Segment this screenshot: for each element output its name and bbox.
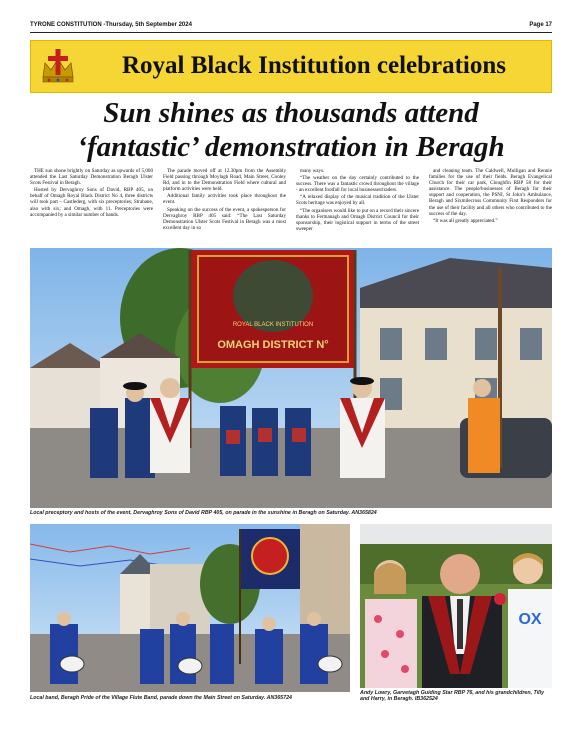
- crown-cross-icon: [39, 47, 77, 87]
- main-parade-photo: [30, 248, 552, 508]
- parade-photo-illustration: [30, 248, 552, 508]
- page-header: [30, 22, 552, 32]
- article-paragraph: The parade moved off at 12.30pm from the Assembly Field passing through Moylagh Road, Main Street, Cooley Rd, and in to the Demonstration Field where cultural and platform activities were held.: [163, 168, 286, 193]
- article-column-4: [429, 168, 552, 246]
- article-column-1: [30, 168, 153, 246]
- publication-dateline: TYRONE CONSTITUTION -Thursday, 5th September 2024: [30, 22, 192, 28]
- main-photo-caption: Local preceptory and hosts of the event, Dervaghroy Sons of David RBP 405, on parade in the sunshine in Beragh on Saturday. AN365824: [30, 510, 377, 516]
- article-paragraph: THE sun shone brightly on Saturday as upwards of 5,000 attended the Last Saturday Demonstration Beragh Ulster Scots Festival in Beragh.: [30, 168, 153, 187]
- family-photo-caption: Andy Lowry, Garvetagh Guiding Star RBP 76, and his grandchildren, Tilly and Harry, in Beragh. IB362524: [360, 690, 545, 703]
- article-paragraph: Hosted by Dervaghroy Sons of David, RBP 405, on behalf of Omagh Royal Black District No 4, three districts will took part – Castlederg, with six preceptories; Strabane, also with six; and Omagh, with 11. Preceptories were accompanied by a similar number of bands.: [30, 187, 153, 218]
- article-paragraph: and cleaning team. The Caldwell, Mulligan and Rennie families for the use of their fields. Beragh Evangelical Church for their car park, Cloughfin RBP 58 for their assistance. The people/businesses of Beragh for their support and cooperation, the PSNI, St John’s Ambulance, Beragh and Sixmilecross Community First Responders for the use of their facility and all others who contributed to the success of the day.: [429, 168, 552, 217]
- headline-line-2: ‘fantastic’ demonstration in Beragh: [77, 131, 505, 163]
- banner-text-district: OMAGH DISTRICT N°: [217, 339, 329, 351]
- band-photo-caption: Local band, Beragh Pride of the Village Flute Band, parade down the Main Street on Saturday. AN365724: [30, 695, 292, 701]
- article-paragraph: “The organisers would like to put on a record their sincere thanks to Fermanagh and Omagh District Council for their sponsorship, their logistical support in terms of the street sweeper: [296, 207, 419, 232]
- page-number: Page 17: [529, 22, 552, 28]
- article-paragraph: “A relaxed display of the musical tradition of the Ulster Scots heritage was enjoyed by all.: [296, 194, 419, 207]
- article-paragraph: “The weather on the day certainly contributed to the success. There was a fantastic crowd throughout the village - an excellent footfall for local businesses/traders.: [296, 175, 419, 194]
- band-photo-illustration: [30, 524, 350, 692]
- family-photo-illustration: [360, 524, 552, 688]
- header-rule: [30, 32, 552, 33]
- shirt-text: OX: [518, 611, 542, 628]
- banner-title: Royal Black Institution celebrations: [121, 52, 507, 79]
- section-banner: [30, 40, 552, 93]
- article-column-2: [163, 168, 286, 246]
- headline: [30, 96, 552, 164]
- family-photo: [360, 524, 552, 688]
- article-column-3: [296, 168, 419, 246]
- article-paragraph: Speaking on the success of the event, a spokesperson for Dervaghroy RBP 405 said: “The Last Saturday Demonstration Ulster Scots Festival in Beragh was a most excellent day in so: [163, 206, 286, 231]
- article-paragraph: Additional family activities took place throughout the event.: [163, 193, 286, 206]
- headline-line-1: Sun shines as thousands attend: [103, 97, 479, 129]
- article-paragraph: many ways.: [300, 168, 325, 174]
- article-paragraph: “It was all greatly appreciated.”: [433, 217, 498, 224]
- band-photo: [30, 524, 350, 692]
- article-body: [30, 168, 552, 246]
- banner-text-organisation: ROYAL BLACK INSTITUTION: [232, 322, 314, 328]
